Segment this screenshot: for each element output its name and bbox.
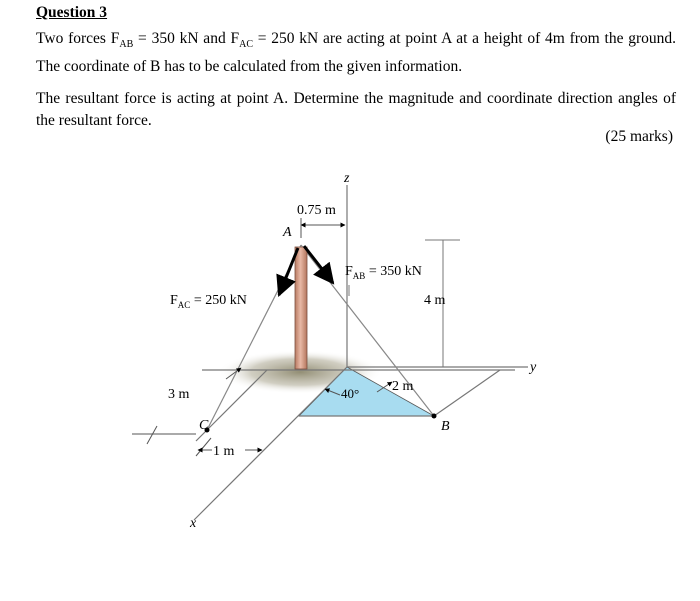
fac-label	[170, 293, 247, 310]
point-b-marker	[432, 414, 437, 419]
force-diagram	[130, 160, 550, 550]
problem-statement	[36, 28, 676, 78]
fab-main: F	[345, 264, 353, 279]
dim-1m-label: 1 m	[213, 444, 235, 459]
point-c-label: C	[199, 418, 209, 433]
dim-1m-left-tick	[196, 438, 211, 456]
p1-text-c: = 250 kN are acting at point A at a height of 4m from the ground. The coordinate of B has to be calculated from the given information.	[36, 30, 677, 76]
marks-label: (25 marks)	[605, 128, 673, 145]
fac-value: = 250 kN	[190, 293, 247, 308]
fac-sub: AC	[177, 300, 191, 310]
fab-label	[345, 264, 422, 281]
point-a-label: A	[283, 225, 292, 240]
p1-text-a: Two forces F	[36, 30, 120, 47]
fac-main: F	[170, 293, 178, 308]
dim-4m-label: 4 m	[424, 293, 446, 308]
fab-sub: AB	[352, 271, 366, 281]
post	[295, 247, 307, 369]
point-b-label: B	[441, 419, 450, 434]
z-axis-label: z	[344, 171, 350, 186]
x-axis-label: x	[190, 516, 197, 531]
dim-2m-label: 2 m	[392, 379, 414, 394]
dim-3m-tick	[147, 426, 157, 444]
question-heading: Question 3	[36, 4, 108, 21]
ground-line-right	[434, 370, 500, 416]
angle-label: 40°	[341, 386, 360, 401]
dim-075-label: 0.75 m	[297, 203, 336, 218]
p1-sub-ab: AB	[119, 39, 134, 51]
force-arrow-ab	[304, 246, 333, 283]
task-statement: The resultant force is acting at point A. Determine the magnitude and coordinate direction angles of the resultant force.	[36, 90, 676, 129]
fab-value: = 350 kN	[365, 264, 422, 279]
p1-text-b: = 350 kN and F	[133, 30, 240, 47]
dim-3m-label: 3 m	[168, 387, 190, 402]
p1-sub-ac: AC	[239, 39, 253, 51]
y-axis-label: y	[530, 360, 537, 375]
